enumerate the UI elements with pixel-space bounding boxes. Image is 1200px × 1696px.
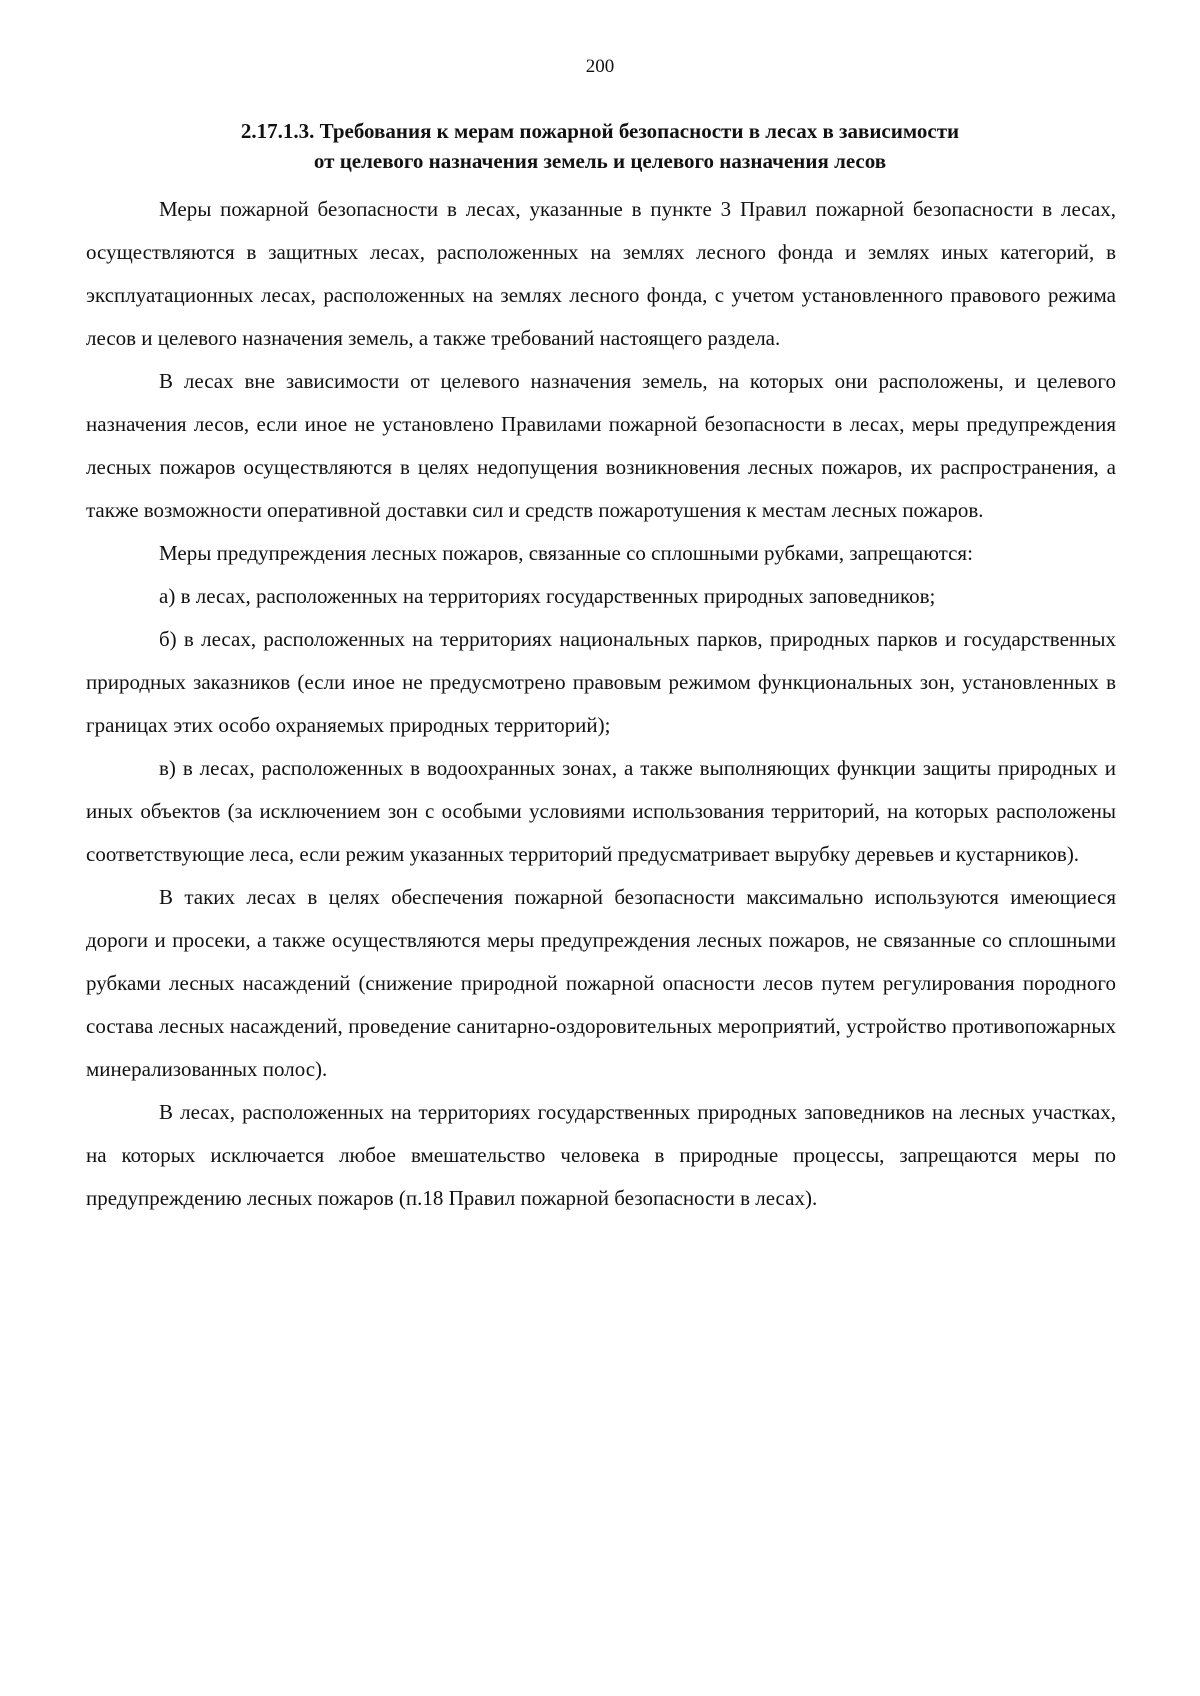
document-body	[86, 188, 1116, 1220]
paragraph: В лесах, расположенных на территориях государственных природных заповедников на лесных участках, на которых исключается любое вмешательство человека в природные процессы, запрещаются меры по предупреждению лесных пожаров (п.18 Правил пожарной безопасности в лесах).	[86, 1100, 1116, 1210]
paragraph: В таких лесах в целях обеспечения пожарной безопасности максимально используются имеющиеся дороги и просеки, а также осуществляются меры предупреждения лесных пожаров, не связанные со сплошными рубками лесных насаждений (снижение природной пожарной опасности лесов путем регулирования породного состава лесных насаждений, проведение санитарно-оздоровительных мероприятий, устройство противопожарных минерализованных полос).	[86, 885, 1116, 1081]
paragraph: Меры пожарной безопасности в лесах, указанные в пункте 3 Правил пожарной безопасности в лесах, осуществляются в защитных лесах, расположенных на землях лесного фонда и землях иных категорий, в эксплуатационных лесах, расположенных на землях лесного фонда, с учетом установленного правового режима лесов и целевого назначения земель, а также требований настоящего раздела.	[86, 197, 1116, 350]
section-heading-line-2: от целевого назначения земель и целевого назначения лесов	[313, 149, 887, 173]
section-heading-line-1: 2.17.1.3. Требования к мерам пожарной безопасности в лесах в зависимости	[240, 119, 960, 143]
paragraph: Меры предупреждения лесных пожаров, связанные со сплошными рубками, запрещаются:	[159, 541, 973, 565]
paragraph: В лесах вне зависимости от целевого назначения земель, на которых они расположены, и целевого назначения лесов, если иное не установлено Правилами пожарной безопасности в лесах, меры предупреждения лесных пожаров осуществляются в целях недопущения возникновения лесных пожаров, их распространения, а также возможности оперативной доставки сил и средств пожаротушения к местам лесных пожаров.	[86, 369, 1116, 522]
page-number: 200	[585, 56, 615, 77]
list-item-b: б) в лесах, расположенных на территориях национальных парков, природных парков и государственных природных заказников (если иное не предусмотрено правовым режимом функциональных зон, установленных в границах этих особо охраняемых природных территорий);	[86, 627, 1116, 737]
list-item-a: а) в лесах, расположенных на территориях государственных природных заповедников;	[159, 584, 936, 608]
section-heading	[136, 116, 1064, 176]
list-item-c: в) в лесах, расположенных в водоохранных зонах, а также выполняющих функции защиты природных и иных объектов (за исключением зон с особыми условиями использования территорий, на которых расположены соответствующие леса, если режим указанных территорий предусматривает вырубку деревьев и кустарников).	[86, 756, 1116, 866]
